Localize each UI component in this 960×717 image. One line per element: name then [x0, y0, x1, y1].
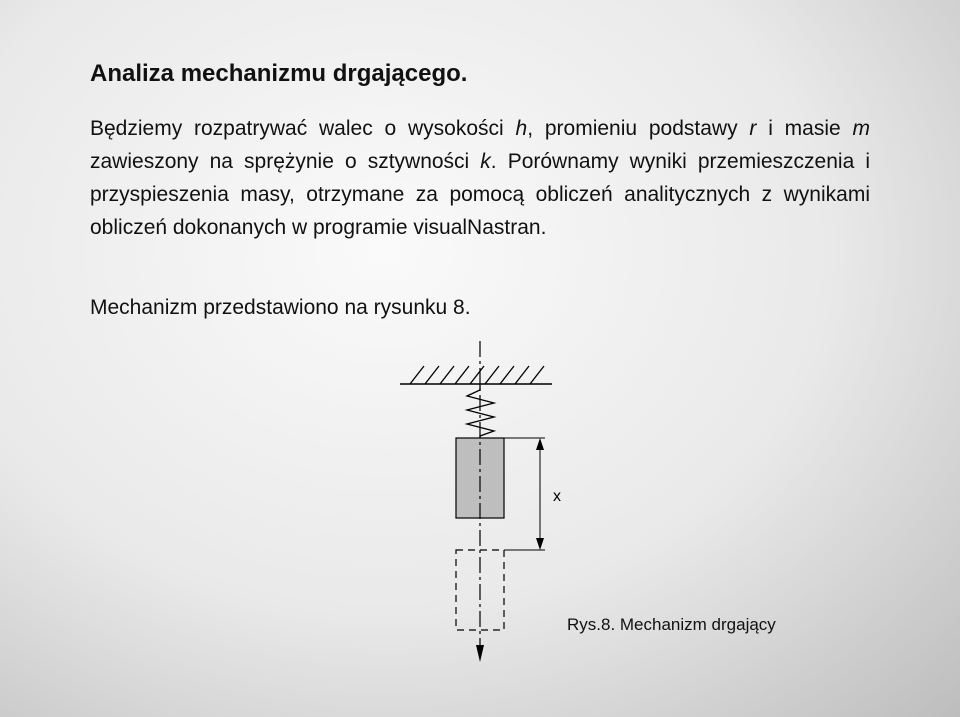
symbol-k: k [480, 150, 491, 173]
dimension-arrow-up [536, 438, 544, 450]
page-title: Analiza mechanizmu drgającego. [90, 60, 468, 87]
intro-text-5: . Porównamy wyniki przemieszczenia i przyspieszenia masy, otrzymane za pomocą obliczeń analitycznych z wynikami obliczeń dokonanych w programie visualNastran. [90, 150, 870, 239]
intro-text-3: i masie [756, 117, 853, 140]
dimension-x-label: x [553, 488, 561, 505]
symbol-h: h [515, 117, 528, 140]
figure-caption: Rys.8. Mechanizm drgający [567, 615, 776, 634]
axis-arrow-head [476, 645, 484, 662]
symbol-m: m [852, 117, 870, 140]
mechanism-paragraph: Mechanizm przedstawiono na rysunku 8. [90, 296, 471, 319]
intro-text-4: zawieszony na sprężynie o sztywności [90, 150, 481, 173]
intro-text-2: , promieniu podstawy [527, 117, 750, 140]
dimension-arrow-down [536, 538, 544, 550]
symbol-r: r [749, 117, 757, 140]
intro-text-1: Będziemy rozpatrywać walec o wysokości [90, 117, 516, 140]
ceiling [400, 366, 552, 384]
